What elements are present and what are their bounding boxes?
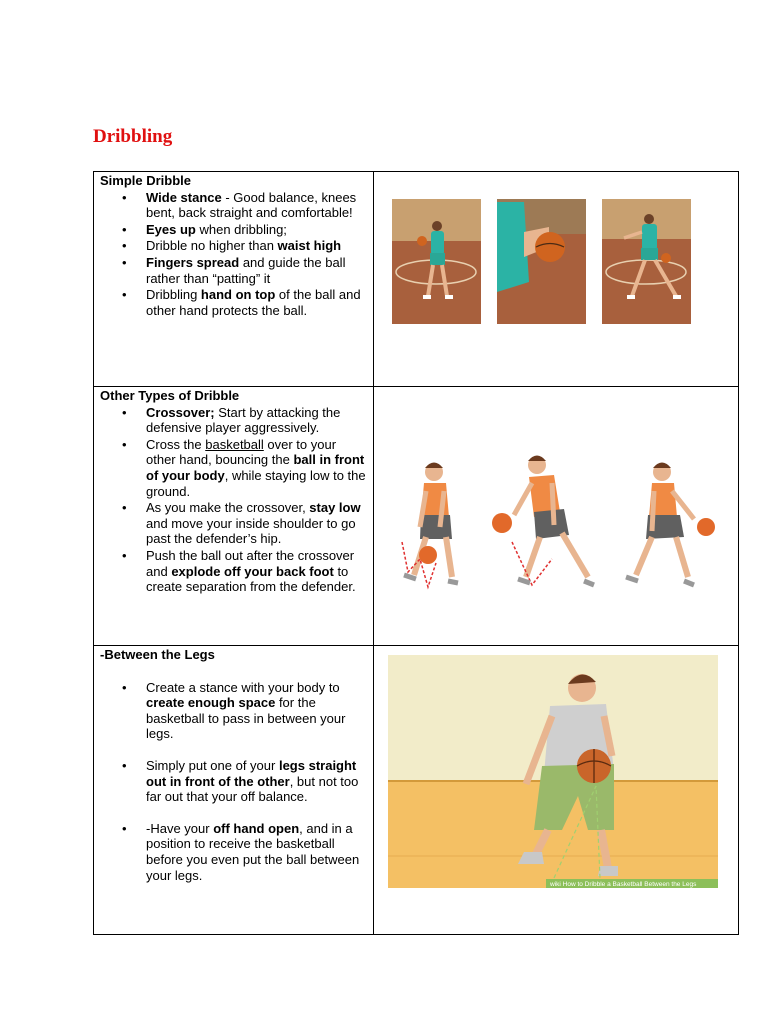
bullet-list (100, 190, 367, 319)
crossover-illustration (374, 387, 740, 645)
simple-dribble-photos (374, 172, 740, 386)
section-heading: -Between the Legs (100, 647, 215, 662)
dribbling-table (93, 171, 739, 935)
player-photo-3 (602, 199, 691, 324)
page-title: Dribbling (93, 126, 173, 147)
crossover-figure-2 (492, 456, 594, 586)
bullet-list (100, 680, 367, 884)
between-legs-illustration (374, 646, 740, 934)
image-cell (374, 387, 739, 646)
list-item: • Create a stance with your body to create enough space for the basketball to pass in between your legs. (146, 680, 367, 742)
text-cell (94, 172, 374, 387)
text-cell (94, 387, 374, 646)
section-heading: Simple Dribble (100, 173, 192, 188)
bullet-list (100, 405, 367, 595)
list-item: • Cross the basketball over to your other hand, bouncing the ball in front of your body, while staying low to the ground. (146, 437, 367, 499)
table-row (94, 387, 739, 646)
section-heading: Other Types of Dribble (100, 388, 240, 403)
player-photo-2 (497, 199, 586, 324)
list-item: • Wide stance - Good balance, knees bent, back straight and comfortable! (146, 190, 367, 221)
list-item: • Simply put one of your legs straight out in front of the other, but not too far out that your off balance. (146, 758, 367, 805)
list-item: • Push the ball out after the crossover and explode off your back foot to create separation from the defender. (146, 548, 367, 595)
list-item: • Crossover; Start by attacking the defensive player aggressively. (146, 405, 367, 436)
crossover-figure-1 (402, 463, 458, 588)
text-cell (94, 646, 374, 935)
list-item: • Fingers spread and guide the ball rather than “patting” it (146, 255, 367, 286)
table-row (94, 172, 739, 387)
crossover-figure-3 (626, 463, 715, 586)
list-item: • Dribble no higher than waist high (146, 238, 367, 254)
player-photo-1 (392, 199, 481, 324)
list-item: • As you make the crossover, stay low and move your inside shoulder to go past the defender’s hip. (146, 500, 367, 547)
list-item: • -Have your off hand open, and in a position to receive the basketball before you even put the ball between your legs. (146, 821, 367, 883)
image-cell (374, 646, 739, 935)
image-cell (374, 172, 739, 387)
image-caption: wiki How to Dribble a Basketball Between the Legs (550, 881, 697, 888)
list-item: • Dribbling hand on top of the ball and other hand protects the ball. (146, 287, 367, 318)
table-row (94, 646, 739, 935)
list-item: • Eyes up when dribbling; (146, 222, 367, 238)
